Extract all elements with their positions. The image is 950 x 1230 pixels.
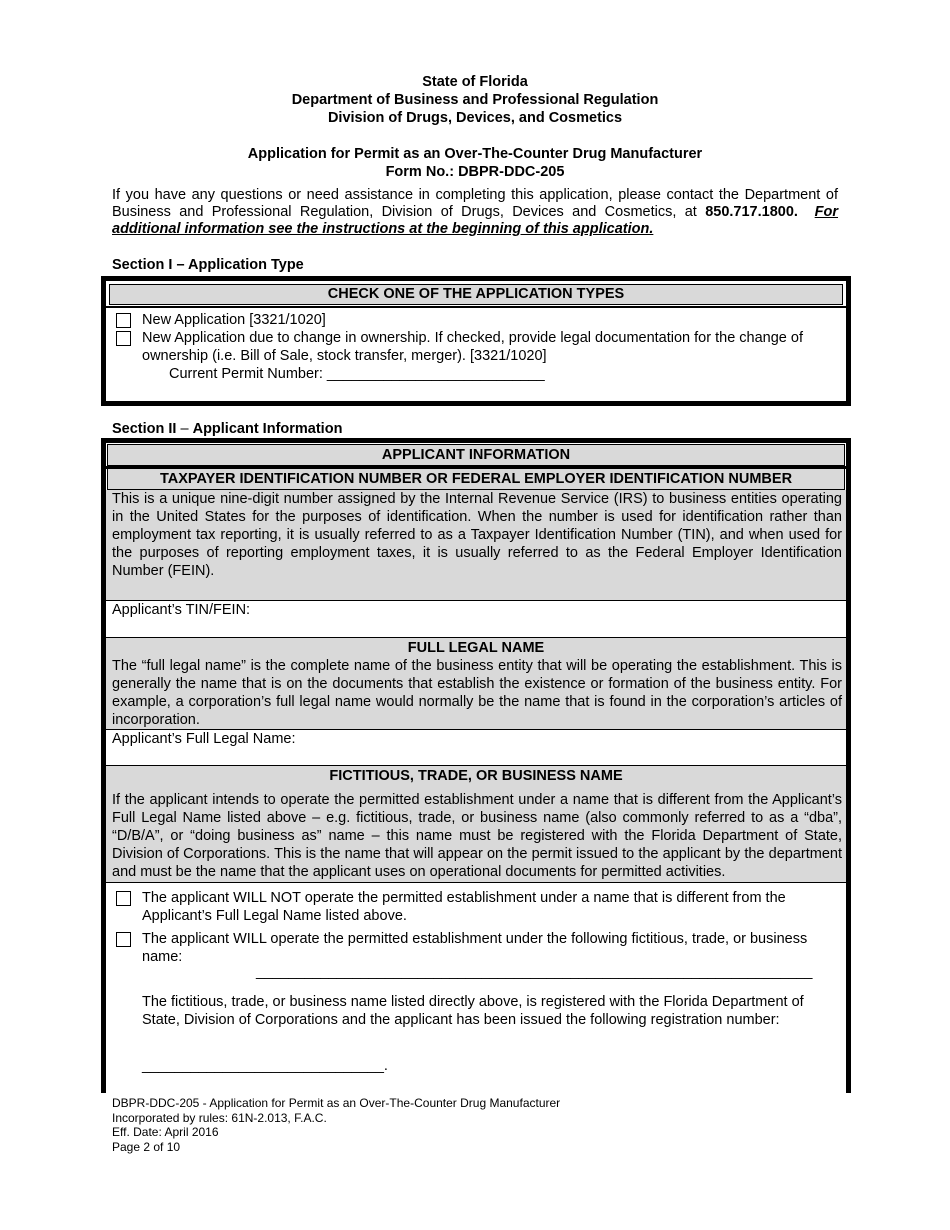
registration-number-line[interactable]: ______________________________.: [142, 1058, 388, 1074]
section2-title-prefix: Section II: [112, 421, 177, 437]
header-department: Department of Business and Professional Regulation: [291, 92, 659, 108]
intro-phone: 850.717.1800.: [705, 204, 798, 220]
header-state: State of Florida: [422, 74, 528, 90]
tin-field[interactable]: [106, 601, 846, 638]
option-change-ownership-label: New Application due to change in ownership. If checked, provide legal documentation for the change of ownership (i.e. Bill of Sale, stock transfer, merger). [3321/1020]: [142, 330, 803, 364]
dba-option-will-not-label: The applicant WILL NOT operate the permitted establishment under a name that is different from the Applicant’s Full Legal Name listed above.: [142, 890, 786, 924]
full-legal-name-description: The “full legal name” is the complete name of the business entity that will be operating the establishment. This is generally the name that is on the documents that establish the existence or formation of the business entity. For example, a corporation’s full legal name would normally be the name that is found in the corporation’s articles of incorporation.: [112, 658, 842, 728]
dba-bar: FICTITIOUS, TRADE, OR BUSINESS NAME: [329, 768, 623, 784]
checkbox-new-application[interactable]: [116, 313, 131, 328]
footer-page: Page 2 of 10: [112, 1139, 181, 1154]
current-permit-number-field[interactable]: Current Permit Number: ___________________________: [169, 366, 545, 382]
form-title-block: [0, 145, 950, 181]
section2-title-sep: –: [176, 421, 193, 437]
section1-title: Section I – Application Type: [112, 257, 304, 273]
section2-title: [112, 421, 342, 437]
form-number: Form No.: DBPR-DDC-205: [385, 164, 565, 180]
header-division: Division of Drugs, Devices, and Cosmetics: [327, 110, 623, 126]
footer-eff-date: Eff. Date: April 2016: [112, 1125, 219, 1139]
section2-box: [101, 438, 851, 1093]
checkbox-change-ownership[interactable]: [116, 331, 131, 346]
dba-description: If the applicant intends to operate the permitted establishment under a name that is different from the Applicant’s Full Legal Name listed above – e.g. fictitious, trade, or business name (also commonly referred to as a “dba”, “D/B/A”, or “doing business as” name – this name must be registered with the Florida Department of State, Division of Corporations. This is the name that will appear on the permit issued to the applicant by the department and must be the name that the applicant uses on operational documents for permitted activities.: [112, 792, 842, 880]
full-legal-name-bar: FULL LEGAL NAME: [407, 640, 545, 656]
dba-option-will[interactable]: [116, 930, 838, 966]
dba-name-line[interactable]: _____________________________________________________________________: [256, 964, 813, 980]
intro-paragraph: [112, 187, 838, 238]
checkbox-dba-will-not[interactable]: [116, 891, 131, 906]
full-legal-name-field[interactable]: [106, 730, 846, 766]
tin-label: Applicant’s TIN/FEIN:: [112, 602, 251, 618]
checkbox-dba-will[interactable]: [116, 932, 131, 947]
dba-registration-text: The fictitious, trade, or business name listed directly above, is registered with the Florida Department of State, Division of Corporations and the applicant has been issued the following registration number:: [142, 994, 804, 1028]
dba-option-will-not[interactable]: [116, 889, 838, 925]
tin-description: This is a unique nine-digit number assigned by the Internal Revenue Service (IRS) to business entities operating in the United States for the purposes of identification. When the number is used for identification rather than employment tax reporting, it is usually referred to as a Taxpayer Identification Number (TIN), and when used for the purposes of reporting employment taxes, it is usually referred to as the Federal Employer Identification Number (FEIN).: [106, 490, 846, 601]
full-legal-name-label: Applicant’s Full Legal Name:: [112, 731, 296, 747]
dba-options: [106, 883, 846, 1083]
section1-box: [101, 276, 851, 406]
dba-block: [106, 766, 846, 883]
footer-form: DBPR-DDC-205 - Application for Permit as an Over-The-Counter Drug Manufacturer: [112, 1096, 561, 1110]
option-change-ownership[interactable]: [116, 329, 838, 383]
section2-title-rest: Applicant Information: [192, 421, 343, 437]
full-legal-name-block: [106, 638, 846, 730]
option-new-application[interactable]: [116, 311, 326, 329]
option-new-application-label: New Application [3321/1020]: [142, 312, 326, 328]
dba-option-will-label: The applicant WILL operate the permitted establishment under the following fictitious, trade, or business name:: [142, 931, 808, 965]
footer-rules: Incorporated by rules: 61N-2.013, F.A.C.: [112, 1110, 327, 1125]
intro-text: If you have any questions or need assistance in completing this application, please contact the Department of Business and Professional Regulation, Division of Drugs, Devices and Cosmetics, at: [112, 187, 838, 220]
header-block: [0, 73, 950, 127]
footer: [112, 1096, 560, 1154]
form-title: Application for Permit as an Over-The-Counter Drug Manufacturer: [247, 146, 703, 162]
tin-bar: TAXPAYER IDENTIFICATION NUMBER OR FEDERAL EMPLOYER IDENTIFICATION NUMBER: [107, 469, 845, 490]
applicant-info-bar: APPLICANT INFORMATION: [107, 444, 845, 466]
section1-bar: CHECK ONE OF THE APPLICATION TYPES: [109, 284, 843, 305]
intro-instructions-note: For additional information see the instructions at the beginning of this application.: [112, 204, 839, 237]
